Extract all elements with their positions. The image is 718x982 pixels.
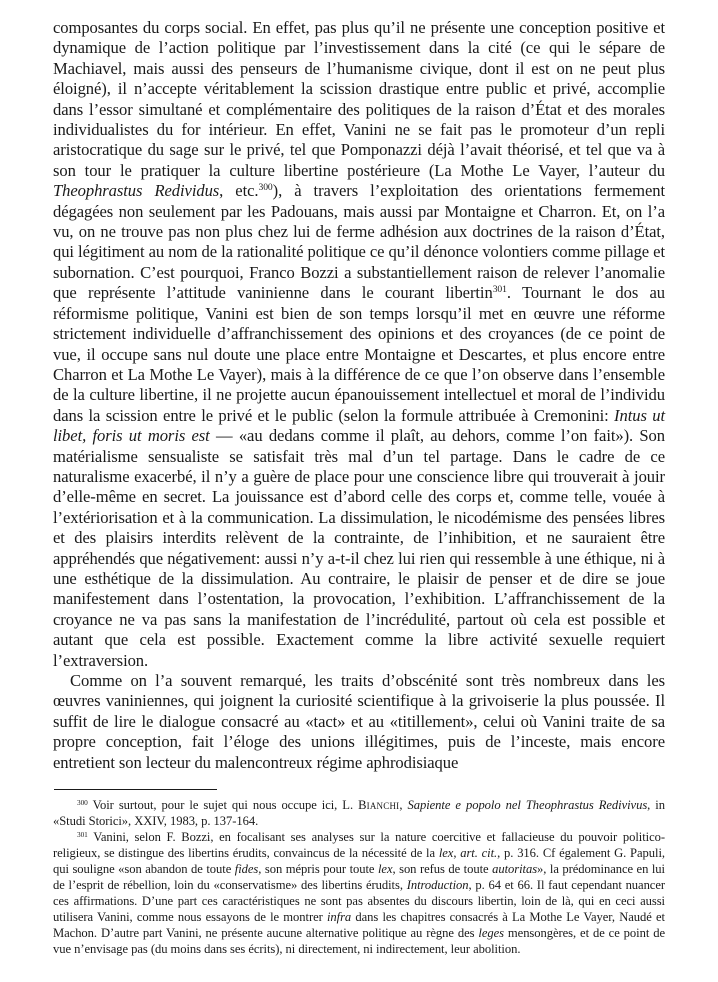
footnote-number: 301 bbox=[77, 829, 88, 839]
footnote-300: $^{300}$ Voir surtout, pour le sujet qui nous occupe ici, L. Bianchi, Sapiente e popolo nel Theophrastus Redivivus, in «Studi Storici», XXIV, 1983, p. 137-164. bbox=[53, 797, 665, 829]
title-theophrastus: Theophrastus Redividus bbox=[53, 181, 220, 201]
book-page bbox=[53, 18, 665, 957]
footnote-ref-300[interactable]: 300 bbox=[258, 182, 273, 194]
footnote-number: 300 bbox=[77, 797, 88, 807]
latin-formula: Intus ut libet, foris ut moris est bbox=[53, 405, 665, 446]
footnotes bbox=[53, 797, 665, 957]
main-text bbox=[53, 18, 665, 773]
paragraph-1: composantes du corps social. En effet, pas plus qu’il ne présente une conception positive et dynamique de l’action politique par l’investissement dans la cité (ce qui le sépare de Machiavel, mais aussi des penseurs de l’humanisme civique, dont il est on ne peut plus éloigné), il n’accepte véritablement la scission drastique entre public et privé, accomplie dans l’essor simultané et complémentaire des politiques de la raison d’État et des morales individualistes du for intérieur. En effet, Vanini ne se fait pas le promoteur d’un repli aristocratique du sage sur le privé, tel que Pomponazzi déjà l’avait théorisé, et tel que va à son tour le pratiquer la culture libertine postérieure (La Mothe Le Vayer, l’auteur du Theophrastus Redividus, etc.$^{300}$), à travers l’exploitation des orientations fermement dégagées non seulement par les Padouans, mais aussi par Montaigne et Charron. Et, on l’a vu, on ne trouve pas non plus chez lui de ferme adhésion aux doctrines de la raison d’État, qui légitiment au nom de la rationalité politique ce qu’il dénonce volontiers comme pillage et subornation. C’est pourquoi, Franco Bozzi a substantiellement raison de relever l’anomalie que représente l’attitude vaninienne dans le courant libertin$^{301}$. Tournant le dos au réformisme politique, Vanini est bien de son temps lorsqu’il met en œuvre une réforme strictement individuelle d’affranchissement des opinions et des croyances (de ce point de vue, il occupe sans nul doute une place entre Montaigne et Descartes, et plus encore entre Charron et La Mothe Le Vayer), mais à la différence de ce que l’on observe dans l’ensemble de la culture libertine, il ne projette aucun épanouissement intellectuel et moral de l’individu dans la scission entre le privé et le public (selon la formule attribuée à Cremonini: Intus ut libet, foris ut moris est — «au dedans comme il plaît, au dehors, comme l’on fait»). Son matérialisme sensualiste se satisfait très mal d’un tel partage. Dans le cadre de ce naturalisme exacerbé, il n’y a guère de place pour une conscience libre qui trouverait à jouir d’elle-même en secret. La jouissance est d’abord celle des corps et, comme telle, vouée à l’extériorisation et à la communication. La dissimulation, le nicodémisme des pensées libres et des plaisirs interdits relèvent de la contrainte, de l’inhibition, et ne sauraient être appréhendés que négativement: aussi n’y a-t-il chez lui rien qui ressemble à une éthique, ni à une esthétique de la dissimulation. Au contraire, le plaisir de penser et de dire se joue manifestement dans l’ostentation, la provocation, l’exhibition. L’affranchissement de la croyance ne va pas sans la manifestation de l’incrédulité, partout où cela est possible et autant que cela est possible. Exactement comme la libre activité sexuelle requiert l’extraversion. bbox=[53, 18, 666, 670]
footnote-separator bbox=[54, 789, 217, 790]
footnote-301: $^{301}$ Vanini, selon F. Bozzi, en focalisant ses analyses sur la nature coercitive et fallacieuse du pouvoir politico-religieux, se distingue des libertins érudits, convaincus de la nécessité de la lex, art. cit., p. 316. Cf également G. Papuli, qui souligne «son abandon de toute fides, son mépris pour toute lex, son refus de toute autoritas», la prédominance en lui de l’esprit de rébellion, loin du «conservatisme» des libertins érudits, Introduction, p. 64 et 66. Il faut cependant nuancer ces affirmations. D’une part ces caractéristiques ne sont pas absentes du discours libertin, loin de là, qui en ceci aussi utilisera Vanini, comme nous essayons de le montrer infra dans les chapitres consacrés à La Mothe Le Vayer, Naudé et Machon. D’autre part Vanini, ne présente aucune alternative politique au règne des leges mensongères, et de ce point de vue n’envisage pas (du moins dans ses écrits), ni directement, ni indirectement, leur abolition. bbox=[53, 829, 666, 957]
paragraph-2: Comme on l’a souvent remarqué, les traits d’obscénité sont très nombreux dans les œuvres vaniniennes, qui joignent la curiosité scientifique à la grivoiserie la plus poussée. Il suffit de lire le dialogue consacré au «tact» et au «titillement», celui où Vanini traite de sa propre conception, fait l’éloge des unions illégitimes, puis de l’inceste, mais encore entretient son lecteur du malencontreux régime aphrodisiaque bbox=[53, 671, 665, 772]
footnote-ref-301[interactable]: 301 bbox=[492, 284, 507, 296]
